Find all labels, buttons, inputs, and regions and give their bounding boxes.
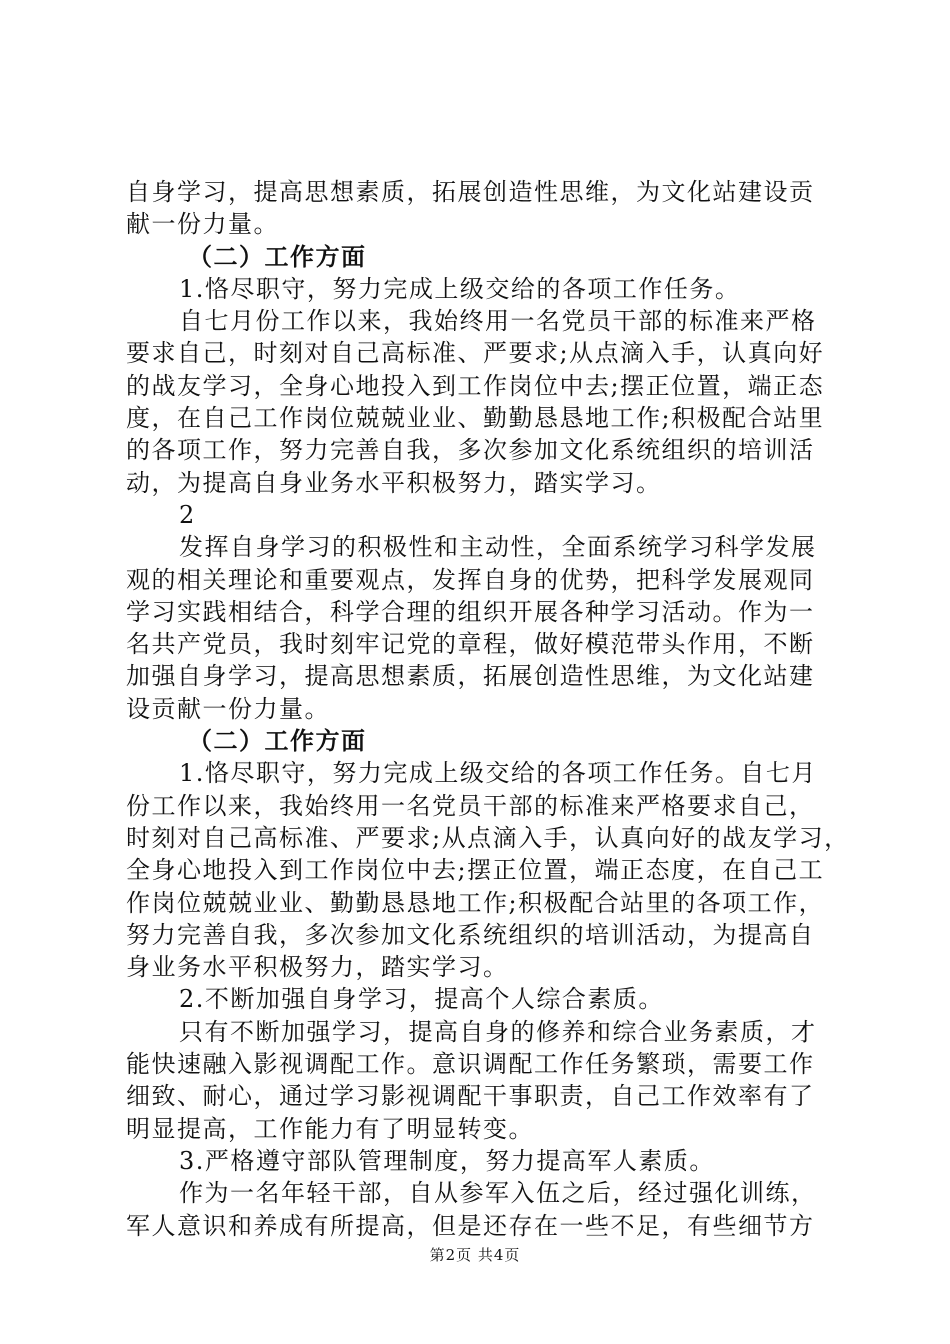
text-line: 努力完善自我，多次参加文化系统组织的培训活动，为提高自: [126, 920, 815, 949]
text-line: 学习实践相结合，科学合理的组织开展各种学习活动。作为一: [126, 597, 815, 626]
text-line: 动，为提高自身业务水平积极努力，踏实学习。: [126, 468, 662, 497]
text-line: 的各项工作，努力完善自我，多次参加文化系统组织的培训活: [126, 436, 815, 465]
text-line: 1.恪尽职守，努力完成上级交给的各项工作任务。: [179, 274, 741, 303]
text-line: 观的相关理论和重要观点，发挥自身的优势，把科学发展观同: [126, 565, 815, 594]
text-line: 份工作以来，我始终用一名党员干部的标准来严格要求自己，: [126, 791, 815, 820]
text-line: 2.不断加强自身学习，提高个人综合素质。: [179, 985, 664, 1014]
page-footer: 第2页 共4页: [429, 1246, 521, 1264]
text-line: 度，在自己工作岗位兢兢业业、勤勤恳恳地工作;积极配合站里: [126, 404, 825, 433]
text-line: 全身心地投入到工作岗位中去;摆正位置，端正态度，在自己工: [126, 856, 825, 885]
text-line: 军人意识和养成有所提高，但是还存在一些不足，有些细节方: [126, 1211, 815, 1240]
text-line: 时刻对自己高标准、严要求;从点滴入手，认真向好的战友学习，: [126, 823, 850, 852]
text-line: 明显提高，工作能力有了明显转变。: [126, 1114, 534, 1143]
text-line: 要求自己，时刻对自己高标准、严要求;从点滴入手，认真向好: [126, 339, 825, 368]
section-heading: （二）工作方面: [188, 727, 367, 756]
text-line: 作为一名年轻干部，自从参军入伍之后，经过强化训练，: [179, 1179, 817, 1208]
section-heading: （二）工作方面: [188, 242, 367, 271]
text-line: 的战友学习，全身心地投入到工作岗位中去;摆正位置，端正态: [126, 371, 825, 400]
text-line: 名共产党员，我时刻牢记党的章程，做好模范带头作用，不断: [126, 630, 815, 659]
text-line: 细致、耐心，通过学习影视调配干事职责，自己工作效率有了: [126, 1082, 815, 1111]
text-line: 加强自身学习，提高思想素质，拓展创造性思维，为文化站建: [126, 662, 815, 691]
text-line: 自身学习，提高思想素质，拓展创造性思维，为文化站建设贡: [126, 178, 815, 206]
document-body: [126, 176, 850, 1242]
text-line: 作岗位兢兢业业、勤勤恳恳地工作;积极配合站里的各项工作，: [126, 888, 825, 917]
text-line: 发挥自身学习的积极性和主动性，全面系统学习科学发展: [179, 533, 817, 562]
text-line: 献一份力量。: [126, 210, 279, 239]
text-line: 只有不断加强学习，提高自身的修养和综合业务素质，才: [179, 1017, 817, 1046]
text-line: 3.严格遵守部队管理制度，努力提高军人素质。: [179, 1146, 715, 1175]
text-line: 身业务水平积极努力，踏实学习。: [126, 953, 509, 982]
text-line: 能快速融入影视调配工作。意识调配工作任务繁琐，需要工作: [126, 1050, 815, 1079]
text-line: 1.恪尽职守，努力完成上级交给的各项工作任务。自七月: [179, 759, 817, 788]
text-line: 2: [179, 500, 196, 529]
text-line: 设贡献一份力量。: [126, 694, 330, 723]
text-line: 自七月份工作以来，我始终用一名党员干部的标准来严格: [179, 307, 817, 336]
